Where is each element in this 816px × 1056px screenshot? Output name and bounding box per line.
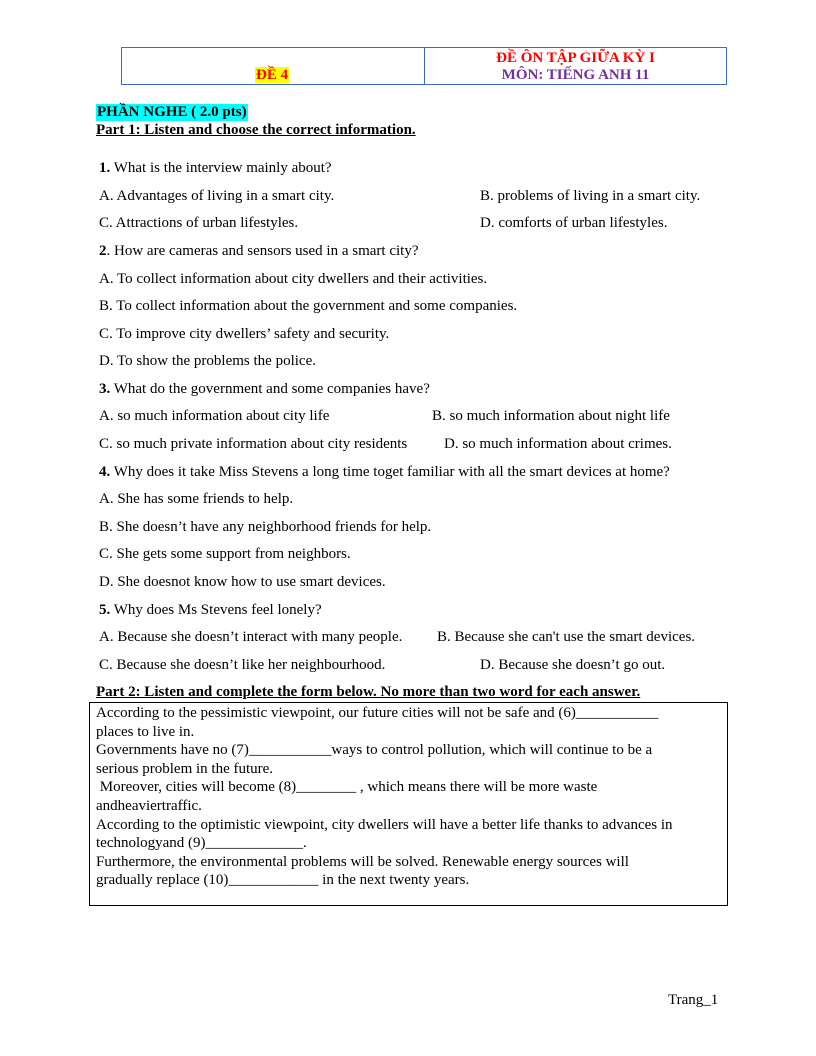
q2-option-d: D. To show the problems the police.	[99, 353, 316, 369]
question-4: 4. Why does it take Miss Stevens a long time toget familiar with all the smart devices at home?	[99, 464, 670, 480]
form-line: gradually replace (10)____________ in the next twenty years.	[96, 872, 470, 889]
q3-option-a: A. so much information about city life	[99, 408, 330, 424]
q5-option-c: C. Because she doesn’t like her neighbourhood.	[99, 657, 386, 673]
header-right-cell	[425, 48, 726, 84]
q5-option-b: B. Because she can't use the smart devices.	[437, 629, 696, 645]
q2-option-a: A. To collect information about city dwellers and their activities.	[99, 271, 488, 287]
part1-title: Part 1: Listen and choose the correct information.	[96, 122, 416, 138]
q4-option-b: B. She doesn’t have any neighborhood friends for help.	[99, 519, 432, 535]
form-line: Governments have no (7)___________ways to control pollution, which will continue to be a	[96, 742, 653, 759]
q3-option-b: B. so much information about night life	[432, 408, 670, 424]
question-5: 5. Why does Ms Stevens feel lonely?	[99, 602, 322, 618]
q4-option-d: D. She doesnot know how to use smart devices.	[99, 574, 386, 590]
form-line: According to the pessimistic viewpoint, our future cities will not be safe and (6)___________	[96, 705, 659, 721]
exam-subject: MÔN: TIẾNG ANH 11	[501, 67, 650, 83]
q4-option-c: C. She gets some support from neighbors.	[99, 546, 351, 562]
question-1: 1. What is the interview mainly about?	[99, 160, 332, 176]
form-line: According to the optimistic viewpoint, city dwellers will have a better life thanks to advances in	[96, 816, 673, 833]
question-3: 3. What do the government and some companies have?	[99, 381, 430, 397]
page-number: Trang_1	[668, 992, 719, 1008]
q1-option-a: A. Advantages of living in a smart city.	[99, 188, 335, 204]
header-left-cell	[122, 48, 425, 84]
form-line: Moreover, cities will become (8)________ , which means there will be more waste	[96, 779, 598, 796]
q2-option-c: C. To improve city dwellers’ safety and security.	[99, 326, 390, 342]
section-title: PHẦN NGHE ( 2.0 pts)	[97, 104, 247, 120]
form-line: places to live in.	[96, 723, 195, 740]
part2-title: Part 2: Listen and complete the form below. No more than two word for each answer.	[96, 684, 641, 700]
q2-option-b: B. To collect information about the government and some companies.	[99, 298, 518, 314]
fill-in-form	[89, 702, 728, 906]
q3-option-c: C. so much private information about city residents	[99, 436, 408, 452]
q3-option-d: D. so much information about crimes.	[444, 436, 672, 452]
q5-option-a: A. Because she doesn’t interact with many people.	[99, 629, 403, 645]
q1-option-b: B. problems of living in a smart city.	[480, 188, 701, 204]
exam-title: ĐỀ ÔN TẬP GIỮA KỲ I	[496, 50, 655, 66]
form-line: Furthermore, the environmental problems will be solved. Renewable energy sources will	[96, 853, 629, 870]
q5-option-d: D. Because she doesn’t go out.	[480, 657, 666, 673]
form-line: andheaviertraffic.	[96, 797, 202, 814]
q1-option-c: C. Attractions of urban lifestyles.	[99, 215, 299, 231]
question-2: 2. How are cameras and sensors used in a smart city?	[99, 243, 419, 259]
exam-code: ĐỀ 4	[256, 67, 289, 83]
form-line: serious problem in the future.	[96, 760, 274, 777]
form-line: technologyand (9)_____________.	[96, 835, 307, 852]
header-table	[121, 47, 727, 85]
q4-option-a: A. She has some friends to help.	[99, 491, 294, 507]
q1-option-d: D. comforts of urban lifestyles.	[480, 215, 668, 231]
